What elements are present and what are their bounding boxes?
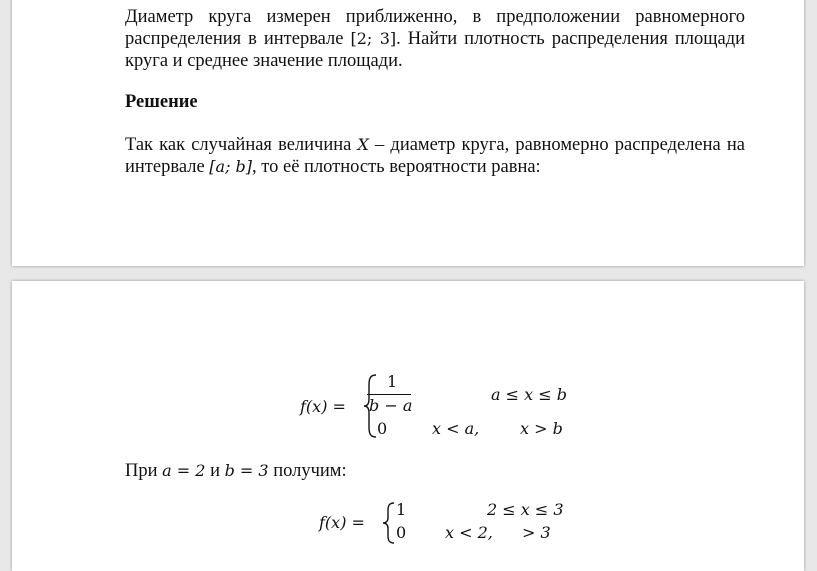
formula2-condition-2a: x < 2, xyxy=(445,523,493,542)
document-page-2 xyxy=(12,281,804,571)
explanation-line-1-start: Так как случайная величина xyxy=(125,135,358,155)
formula2-lhs: f(x) = xyxy=(319,513,365,532)
substitution-and: и xyxy=(205,461,225,481)
explanation-line-2-start: интервале xyxy=(125,157,210,177)
formula2-condition-1: 2 ≤ x ≤ 3 xyxy=(487,500,564,519)
a-equals-2: a = 2 xyxy=(162,461,206,480)
formula1-denominator: b − a xyxy=(369,396,413,415)
substitution-line xyxy=(125,460,745,482)
problem-interval: [2; 3] xyxy=(350,29,397,48)
formula1-value-2: 0 xyxy=(377,419,388,438)
formula2-value-1: 1 xyxy=(396,500,407,519)
random-variable-x: X xyxy=(357,135,369,154)
problem-line-1-text: Диаметр круга измерен приближенно, в предположении равномерного xyxy=(125,7,745,27)
formula2-brace xyxy=(382,501,396,545)
formula1-lhs: f(x) = xyxy=(300,397,346,416)
substitution-prefix: При xyxy=(125,461,163,481)
explanation-line-1-end: – диаметр круга, равномерно распределена на xyxy=(368,135,745,155)
interval-ab: [a; b] xyxy=(209,157,253,176)
formula1-condition-2a: x < a, xyxy=(432,419,480,438)
formula2-condition-2b: > 3 xyxy=(522,523,551,542)
formula1-condition-2b: x > b xyxy=(520,419,563,438)
explanation-line-2 xyxy=(125,156,745,178)
problem-line-3: круга и среднее значение площади. xyxy=(125,51,403,71)
formula2-value-2: 0 xyxy=(396,523,407,542)
b-equals-3: b = 3 xyxy=(224,461,269,480)
problem-line-2-start: распределения в интервале xyxy=(125,29,351,49)
formula1-condition-1: a ≤ x ≤ b xyxy=(491,385,567,404)
formula1-numerator: 1 xyxy=(387,372,398,391)
document-page-1 xyxy=(12,0,804,266)
explanation-line-2-end: , то её плотность вероятности равна: xyxy=(252,157,541,177)
substitution-suffix: получим: xyxy=(268,461,347,481)
problem-line-2-end: . Найти плотность распределения площади xyxy=(396,29,746,49)
solution-heading: Решение xyxy=(125,92,198,112)
